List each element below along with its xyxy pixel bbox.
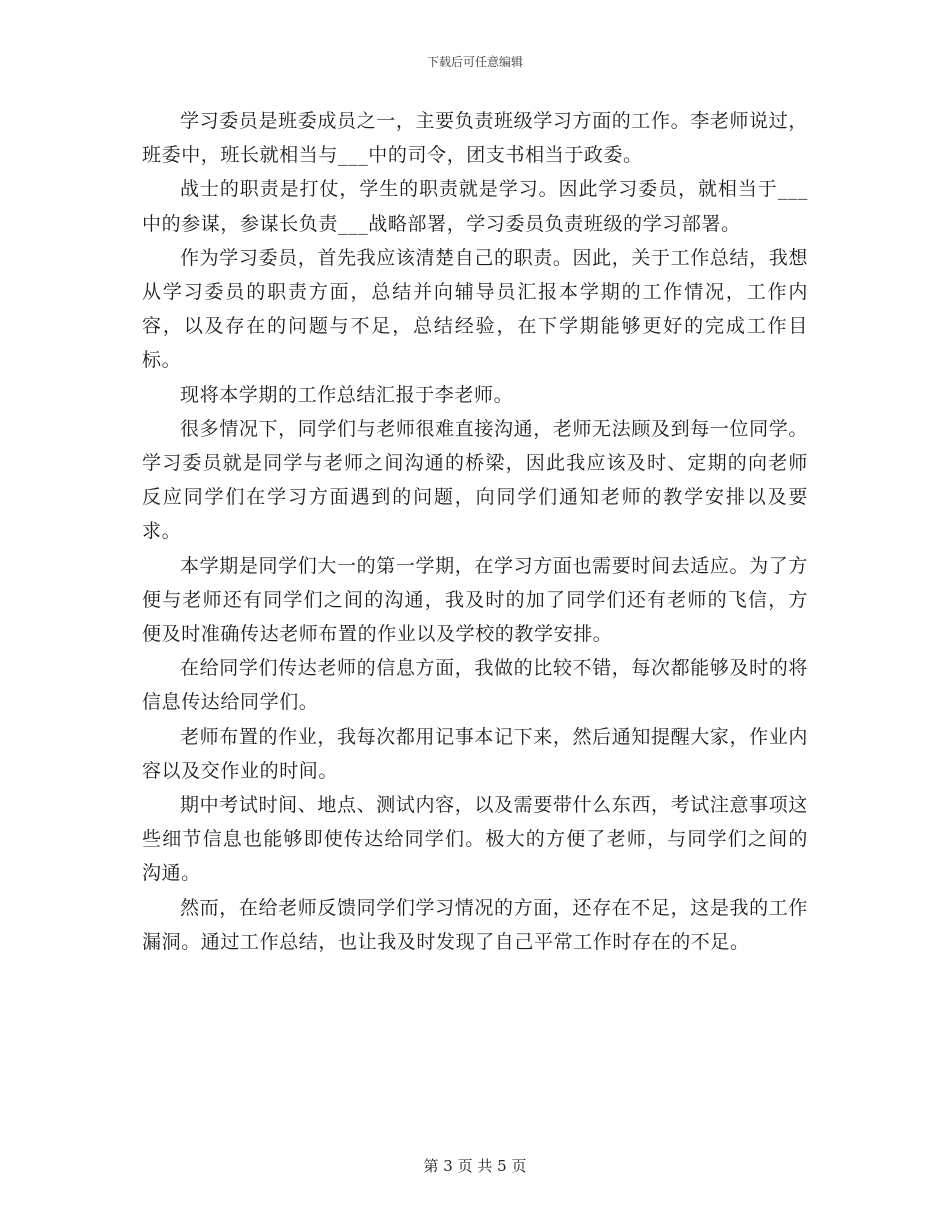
paragraph: 很多情况下，同学们与老师很难直接沟通，老师无法顾及到每一位同学。学习委员就是同学与老师之间沟通的桥梁，因此我应该及时、定期的向老师反应同学们在学习方面遇到的问题，向同学们通知老师的教学安排以及要求。: [142, 417, 808, 543]
paragraph: 作为学习委员，首先我应该清楚自己的职责。因此，关于工作总结，我想从学习委员的职责方面，总结并向辅导员汇报本学期的工作情况，工作内容，以及存在的问题与不足，总结经验，在下学期能够更好的完成工作目标。: [142, 246, 808, 372]
header-note: 下载后可任意编辑: [426, 55, 523, 69]
paragraph: 在给同学们传达老师的信息方面，我做的比较不错，每次都能够及时的将信息传达给同学们。: [142, 657, 808, 714]
paragraph: 学习委员是班委成员之一，主要负责班级学习方面的工作。李老师说过，班委中，班长就相当与___中的司令，团支书相当于政委。: [142, 110, 808, 167]
document-body: [142, 104, 808, 959]
paragraph: 现将本学期的工作总结汇报于李老师。: [180, 383, 514, 406]
paragraph: 本学期是同学们大一的第一学期，在学习方面也需要时间去适应。为了方便与老师还有同学们之间的沟通，我及时的加了同学们还有老师的飞信，方便及时准确传达老师布置的作业以及学校的教学安排。: [142, 554, 808, 646]
page-number: 第 3 页 共 5 页: [423, 1157, 527, 1175]
paragraph: 老师布置的作业，我每次都用记事本记下来，然后通知提醒大家，作业内容以及交作业的时间。: [142, 725, 808, 782]
paragraph: 然而，在给老师反馈同学们学习情况的方面，还存在不足，这是我的工作漏洞。通过工作总结，也让我及时发现了自己平常工作时存在的不足。: [142, 896, 808, 953]
paragraph: 战士的职责是打仗，学生的职责就是学习。因此学习委员，就相当于___中的参谋，参谋长负责___战略部署，学习委员负责班级的学习部署。: [142, 178, 808, 235]
paragraph: 期中考试时间、地点、测试内容，以及需要带什么东西，考试注意事项这些细节信息也能够即使传达给同学们。极大的方便了老师，与同学们之间的沟通。: [142, 794, 808, 885]
